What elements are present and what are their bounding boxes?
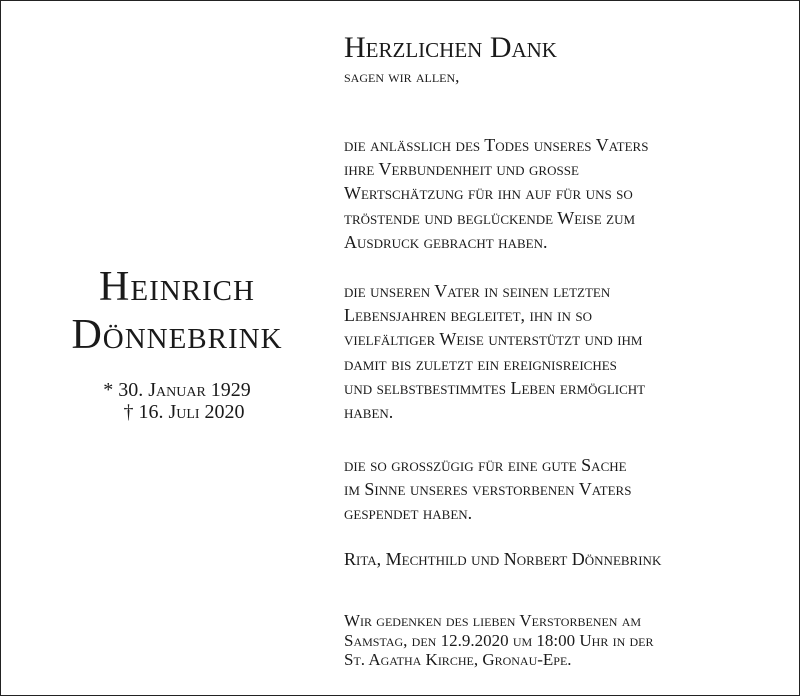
text-line: damit bis zuletzt ein ereignisreiches	[344, 353, 617, 374]
deceased-last-name: Dönnebrink	[71, 312, 283, 358]
text-line: ihre Verbundenheit und grosse	[344, 159, 579, 180]
signers: Rita, Mechthild und Norbert Dönnebrink	[344, 549, 662, 569]
text-line: tröstende und beglückende Weise zum	[344, 207, 636, 228]
thanks-title: Herzlichen Dank	[344, 31, 557, 64]
deceased-block	[29, 263, 325, 423]
text-line: Lebensjahren begleitet, ihn in so	[344, 305, 592, 326]
thanks-subtitle: sagen wir allen,	[344, 67, 460, 86]
paragraph-condolences	[344, 133, 784, 254]
memorial-notice	[344, 611, 784, 670]
text-line: Wertschätzung für ihn auf für uns so	[344, 183, 633, 204]
paragraph-caregivers	[344, 279, 784, 424]
text-line: gespendet haben.	[344, 503, 473, 524]
death-date: † 16. Juli 2020	[123, 401, 245, 423]
text-line: haben.	[344, 402, 394, 423]
deceased-first-name: Heinrich	[99, 264, 255, 310]
text-line: und selbstbestimmtes Leben ermöglicht	[344, 377, 646, 398]
birth-date: * 30. Januar 1929	[103, 379, 251, 401]
text-line: vielfältiger Weise unterstützt und ihm	[344, 329, 643, 350]
notice-line: Samstag, den 12.9.2020 um 18:00 Uhr in der	[344, 630, 654, 650]
notice-line: St. Agatha Kirche, Gronau-Epe.	[344, 650, 572, 669]
text-line: die unseren Vater in seinen letzten	[344, 281, 611, 301]
text-line: die so grosszügig für eine gute Sache	[344, 455, 627, 475]
life-dates	[29, 379, 325, 423]
paragraph-donors	[344, 453, 784, 526]
text-line: die anlässlich des Todes unseres Vaters	[344, 135, 649, 155]
text-line: Ausdruck gebracht haben.	[344, 231, 548, 252]
notice-line: Wir gedenken des lieben Verstorbenen am	[344, 611, 642, 630]
text-line: im Sinne unseres verstorbenen Vaters	[344, 479, 632, 500]
